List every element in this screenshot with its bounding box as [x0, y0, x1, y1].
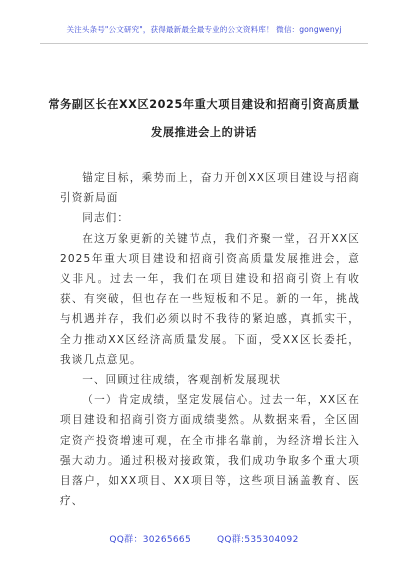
document-title-line-2: 发展推进会上的讲话 [150, 126, 258, 139]
body-paragraph-intro: 在这万象更新的关键节点，我们齐聚一堂，召开XX区2025年重大项目建设和招商引资高质量发展推进会，意义非凡。过去一年，我们在项目建设和招商引资上有收获、有突破，但也存在一些短板和不足。新的一年，挑战与机遇并存，我们必须以时不我待的紧迫感，真抓实干，全力推动XX区经济高质量发展。下面，受XX区长委托，我谈几点意见。 [60, 232, 360, 366]
document-body [60, 168, 360, 511]
body-paragraph-achievements: （一）肯定成绩，坚定发展信心。过去一年，XX区在项目建设和招商引资方面成绩斐然。从数据来看，全区固定资产投资增速可观，在全市排名靠前，为经济增长注入强大动力。通过积极对接政策，我们成功争取多个重大项目落户，如XX项目、XX项目等，这些项目涵盖教育、医疗、 [60, 394, 360, 508]
header-divider [40, 43, 368, 44]
body-paragraph-subtitle: 锚定目标，乘势而上，奋力开创XX区项目建设与招商引资新局面 [60, 172, 360, 205]
footer-qq-right: QQ群:535304092 [216, 535, 299, 545]
document-title-line-1: 常务副区长在XX区2025年重大项目建设和招商引资高质量 [48, 98, 360, 111]
body-section-heading: 一、回顾过往成绩，客观剖析发展现状 [82, 374, 282, 387]
body-paragraph-salutation: 同志们： [82, 212, 130, 225]
footer-qq-groups [0, 532, 408, 545]
footer-qq-left: QQ群：30265665 [109, 535, 191, 545]
header-promo-text: 关注头条号"公文研究"，获得最新最全最专业的公文资料库！ 微信：gongwenyj [66, 25, 342, 34]
